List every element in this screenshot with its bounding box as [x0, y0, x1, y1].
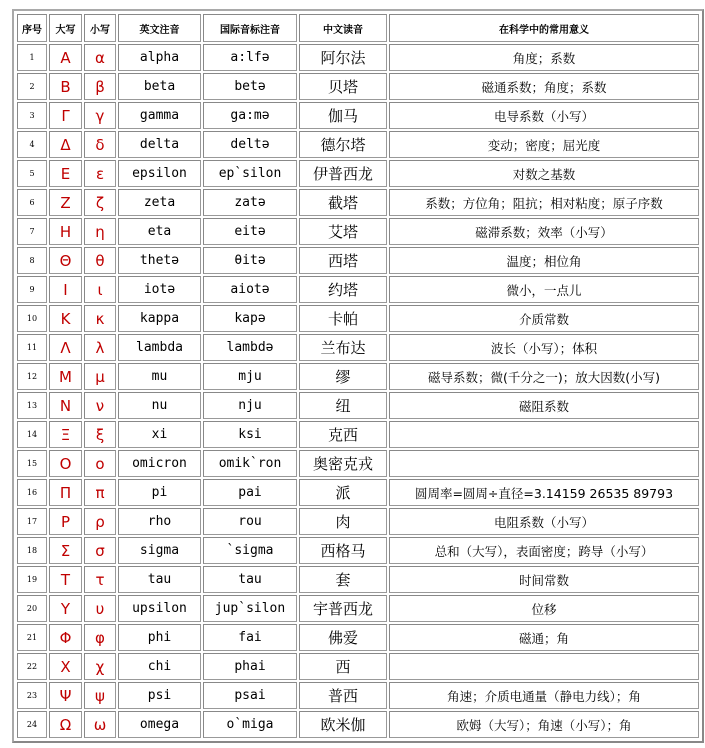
- cell-english-pronunciation: sigma: [118, 537, 201, 564]
- table-row: [17, 653, 699, 680]
- cell-index: 14: [17, 421, 47, 448]
- cell-lowercase: χ: [84, 653, 116, 680]
- cell-lowercase: τ: [84, 566, 116, 593]
- header-row: [17, 14, 699, 42]
- cell-uppercase: Τ: [49, 566, 82, 593]
- cell-scientific-meaning: 电导系数（小写）: [389, 102, 699, 129]
- cell-index: 21: [17, 624, 47, 651]
- cell-uppercase: Κ: [49, 305, 82, 332]
- cell-ipa-pronunciation: pai: [203, 479, 297, 506]
- cell-chinese-pronunciation: 克西: [299, 421, 387, 448]
- cell-english-pronunciation: zeta: [118, 189, 201, 216]
- cell-lowercase: π: [84, 479, 116, 506]
- cell-ipa-pronunciation: aiotə: [203, 276, 297, 303]
- table-row: [17, 131, 699, 158]
- table-row: [17, 711, 699, 738]
- cell-index: 13: [17, 392, 47, 419]
- cell-ipa-pronunciation: tau: [203, 566, 297, 593]
- cell-scientific-meaning: 位移: [389, 595, 699, 622]
- cell-english-pronunciation: omicron: [118, 450, 201, 477]
- cell-english-pronunciation: beta: [118, 73, 201, 100]
- cell-scientific-meaning: 电阻系数（小写）: [389, 508, 699, 535]
- cell-ipa-pronunciation: omik`ron: [203, 450, 297, 477]
- cell-scientific-meaning: 微小，一点儿: [389, 276, 699, 303]
- cell-english-pronunciation: thetə: [118, 247, 201, 274]
- cell-scientific-meaning: [389, 421, 699, 448]
- cell-english-pronunciation: alpha: [118, 44, 201, 71]
- cell-index: 15: [17, 450, 47, 477]
- table-row: [17, 305, 699, 332]
- cell-lowercase: ε: [84, 160, 116, 187]
- cell-scientific-meaning: 时间常数: [389, 566, 699, 593]
- cell-uppercase: Ν: [49, 392, 82, 419]
- cell-chinese-pronunciation: 贝塔: [299, 73, 387, 100]
- cell-chinese-pronunciation: 欧米伽: [299, 711, 387, 738]
- cell-uppercase: Γ: [49, 102, 82, 129]
- cell-ipa-pronunciation: ep`silon: [203, 160, 297, 187]
- cell-chinese-pronunciation: 西格马: [299, 537, 387, 564]
- cell-chinese-pronunciation: 普西: [299, 682, 387, 709]
- table-row: [17, 595, 699, 622]
- cell-uppercase: Ψ: [49, 682, 82, 709]
- cell-scientific-meaning: 圆周率=圆周÷直径=3.14159 26535 89793: [389, 479, 699, 506]
- table-row: [17, 566, 699, 593]
- cell-ipa-pronunciation: ksi: [203, 421, 297, 448]
- cell-ipa-pronunciation: zatə: [203, 189, 297, 216]
- cell-english-pronunciation: gamma: [118, 102, 201, 129]
- cell-english-pronunciation: xi: [118, 421, 201, 448]
- header-index: 序号: [17, 14, 47, 42]
- cell-chinese-pronunciation: 肉: [299, 508, 387, 535]
- cell-index: 16: [17, 479, 47, 506]
- cell-index: 2: [17, 73, 47, 100]
- cell-chinese-pronunciation: 套: [299, 566, 387, 593]
- cell-english-pronunciation: iotə: [118, 276, 201, 303]
- table-row: [17, 421, 699, 448]
- cell-scientific-meaning: 系数；方位角；阻抗；相对粘度；原子序数: [389, 189, 699, 216]
- cell-scientific-meaning: 总和（大写），表面密度；跨导（小写）: [389, 537, 699, 564]
- cell-ipa-pronunciation: phai: [203, 653, 297, 680]
- cell-index: 6: [17, 189, 47, 216]
- cell-uppercase: Υ: [49, 595, 82, 622]
- cell-scientific-meaning: 温度；相位角: [389, 247, 699, 274]
- cell-index: 24: [17, 711, 47, 738]
- cell-index: 12: [17, 363, 47, 390]
- cell-ipa-pronunciation: nju: [203, 392, 297, 419]
- header-uppercase: 大写: [49, 14, 82, 42]
- cell-lowercase: ψ: [84, 682, 116, 709]
- cell-uppercase: Ξ: [49, 421, 82, 448]
- cell-lowercase: ζ: [84, 189, 116, 216]
- cell-uppercase: Δ: [49, 131, 82, 158]
- cell-scientific-meaning: 对数之基数: [389, 160, 699, 187]
- cell-uppercase: Μ: [49, 363, 82, 390]
- cell-chinese-pronunciation: 纽: [299, 392, 387, 419]
- cell-chinese-pronunciation: 约塔: [299, 276, 387, 303]
- cell-english-pronunciation: rho: [118, 508, 201, 535]
- cell-english-pronunciation: chi: [118, 653, 201, 680]
- cell-uppercase: Ρ: [49, 508, 82, 535]
- table-row: [17, 450, 699, 477]
- cell-index: 18: [17, 537, 47, 564]
- cell-ipa-pronunciation: lambdə: [203, 334, 297, 361]
- cell-lowercase: κ: [84, 305, 116, 332]
- cell-index: 17: [17, 508, 47, 535]
- table-row: [17, 537, 699, 564]
- header-scientific-meaning: 在科学中的常用意义: [389, 14, 699, 42]
- cell-uppercase: Ι: [49, 276, 82, 303]
- cell-lowercase: ο: [84, 450, 116, 477]
- cell-scientific-meaning: 变动；密度；屈光度: [389, 131, 699, 158]
- cell-english-pronunciation: tau: [118, 566, 201, 593]
- cell-ipa-pronunciation: jup`silon: [203, 595, 297, 622]
- cell-ipa-pronunciation: kapə: [203, 305, 297, 332]
- cell-lowercase: μ: [84, 363, 116, 390]
- cell-lowercase: ρ: [84, 508, 116, 535]
- cell-ipa-pronunciation: fai: [203, 624, 297, 651]
- table-row: [17, 508, 699, 535]
- cell-index: 23: [17, 682, 47, 709]
- cell-lowercase: β: [84, 73, 116, 100]
- cell-lowercase: ξ: [84, 421, 116, 448]
- greek-alphabet-table-frame: [12, 9, 704, 743]
- cell-index: 19: [17, 566, 47, 593]
- cell-chinese-pronunciation: 艾塔: [299, 218, 387, 245]
- cell-chinese-pronunciation: 奥密克戎: [299, 450, 387, 477]
- cell-ipa-pronunciation: betə: [203, 73, 297, 100]
- table-row: [17, 392, 699, 419]
- cell-scientific-meaning: 磁阻系数: [389, 392, 699, 419]
- cell-index: 4: [17, 131, 47, 158]
- table-row: [17, 160, 699, 187]
- cell-index: 3: [17, 102, 47, 129]
- cell-english-pronunciation: mu: [118, 363, 201, 390]
- cell-index: 5: [17, 160, 47, 187]
- cell-chinese-pronunciation: 截塔: [299, 189, 387, 216]
- cell-index: 11: [17, 334, 47, 361]
- cell-chinese-pronunciation: 伊普西龙: [299, 160, 387, 187]
- header-ipa-pronunciation: 国际音标注音: [203, 14, 297, 42]
- table-row: [17, 102, 699, 129]
- cell-lowercase: θ: [84, 247, 116, 274]
- cell-scientific-meaning: 磁导系数；微(千分之一)；放大因数(小写): [389, 363, 699, 390]
- cell-chinese-pronunciation: 西: [299, 653, 387, 680]
- table-row: [17, 73, 699, 100]
- cell-scientific-meaning: 磁滞系数；效率（小写）: [389, 218, 699, 245]
- cell-english-pronunciation: kappa: [118, 305, 201, 332]
- cell-index: 22: [17, 653, 47, 680]
- cell-lowercase: η: [84, 218, 116, 245]
- cell-lowercase: δ: [84, 131, 116, 158]
- cell-lowercase: γ: [84, 102, 116, 129]
- cell-uppercase: Α: [49, 44, 82, 71]
- cell-ipa-pronunciation: `sigma: [203, 537, 297, 564]
- cell-lowercase: ν: [84, 392, 116, 419]
- cell-uppercase: Σ: [49, 537, 82, 564]
- cell-chinese-pronunciation: 佛爱: [299, 624, 387, 651]
- header-lowercase: 小写: [84, 14, 116, 42]
- cell-english-pronunciation: omega: [118, 711, 201, 738]
- cell-index: 20: [17, 595, 47, 622]
- cell-index: 1: [17, 44, 47, 71]
- cell-uppercase: Η: [49, 218, 82, 245]
- cell-ipa-pronunciation: psai: [203, 682, 297, 709]
- cell-index: 10: [17, 305, 47, 332]
- cell-ipa-pronunciation: ga:mə: [203, 102, 297, 129]
- cell-uppercase: Π: [49, 479, 82, 506]
- cell-english-pronunciation: psi: [118, 682, 201, 709]
- cell-lowercase: ω: [84, 711, 116, 738]
- table-row: [17, 334, 699, 361]
- cell-chinese-pronunciation: 派: [299, 479, 387, 506]
- cell-ipa-pronunciation: rou: [203, 508, 297, 535]
- cell-chinese-pronunciation: 阿尔法: [299, 44, 387, 71]
- table-row: [17, 247, 699, 274]
- cell-lowercase: α: [84, 44, 116, 71]
- cell-scientific-meaning: 角度；系数: [389, 44, 699, 71]
- cell-chinese-pronunciation: 宇普西龙: [299, 595, 387, 622]
- cell-ipa-pronunciation: o`miga: [203, 711, 297, 738]
- cell-uppercase: Φ: [49, 624, 82, 651]
- cell-english-pronunciation: nu: [118, 392, 201, 419]
- cell-uppercase: Χ: [49, 653, 82, 680]
- cell-lowercase: σ: [84, 537, 116, 564]
- table-row: [17, 276, 699, 303]
- header-chinese-pronunciation: 中文读音: [299, 14, 387, 42]
- cell-english-pronunciation: phi: [118, 624, 201, 651]
- cell-ipa-pronunciation: mju: [203, 363, 297, 390]
- table-row: [17, 682, 699, 709]
- cell-scientific-meaning: 介质常数: [389, 305, 699, 332]
- cell-english-pronunciation: upsilon: [118, 595, 201, 622]
- header-english-pronunciation: 英文注音: [118, 14, 201, 42]
- cell-chinese-pronunciation: 卡帕: [299, 305, 387, 332]
- cell-uppercase: Ε: [49, 160, 82, 187]
- cell-english-pronunciation: epsilon: [118, 160, 201, 187]
- cell-chinese-pronunciation: 伽马: [299, 102, 387, 129]
- cell-ipa-pronunciation: a:lfə: [203, 44, 297, 71]
- table-row: [17, 218, 699, 245]
- cell-english-pronunciation: eta: [118, 218, 201, 245]
- cell-lowercase: ι: [84, 276, 116, 303]
- cell-chinese-pronunciation: 西塔: [299, 247, 387, 274]
- cell-chinese-pronunciation: 德尔塔: [299, 131, 387, 158]
- cell-ipa-pronunciation: eitə: [203, 218, 297, 245]
- table-row: [17, 44, 699, 71]
- cell-ipa-pronunciation: θitə: [203, 247, 297, 274]
- cell-uppercase: Ζ: [49, 189, 82, 216]
- cell-index: 9: [17, 276, 47, 303]
- cell-uppercase: Ω: [49, 711, 82, 738]
- cell-scientific-meaning: 磁通；角: [389, 624, 699, 651]
- table-row: [17, 363, 699, 390]
- cell-index: 7: [17, 218, 47, 245]
- cell-scientific-meaning: [389, 653, 699, 680]
- cell-chinese-pronunciation: 缪: [299, 363, 387, 390]
- table-row: [17, 189, 699, 216]
- greek-alphabet-table: [15, 12, 701, 740]
- table-row: [17, 624, 699, 651]
- cell-scientific-meaning: 角速；介质电通量（静电力线）；角: [389, 682, 699, 709]
- cell-index: 8: [17, 247, 47, 274]
- cell-scientific-meaning: 欧姆（大写）；角速（小写）；角: [389, 711, 699, 738]
- cell-uppercase: Θ: [49, 247, 82, 274]
- cell-scientific-meaning: [389, 450, 699, 477]
- cell-lowercase: υ: [84, 595, 116, 622]
- cell-lowercase: λ: [84, 334, 116, 361]
- cell-ipa-pronunciation: deltə: [203, 131, 297, 158]
- cell-chinese-pronunciation: 兰布达: [299, 334, 387, 361]
- cell-english-pronunciation: delta: [118, 131, 201, 158]
- table-row: [17, 479, 699, 506]
- cell-english-pronunciation: pi: [118, 479, 201, 506]
- cell-scientific-meaning: 波长（小写）；体积: [389, 334, 699, 361]
- cell-english-pronunciation: lambda: [118, 334, 201, 361]
- cell-uppercase: Λ: [49, 334, 82, 361]
- cell-uppercase: Ο: [49, 450, 82, 477]
- cell-scientific-meaning: 磁通系数；角度；系数: [389, 73, 699, 100]
- cell-uppercase: Β: [49, 73, 82, 100]
- cell-lowercase: φ: [84, 624, 116, 651]
